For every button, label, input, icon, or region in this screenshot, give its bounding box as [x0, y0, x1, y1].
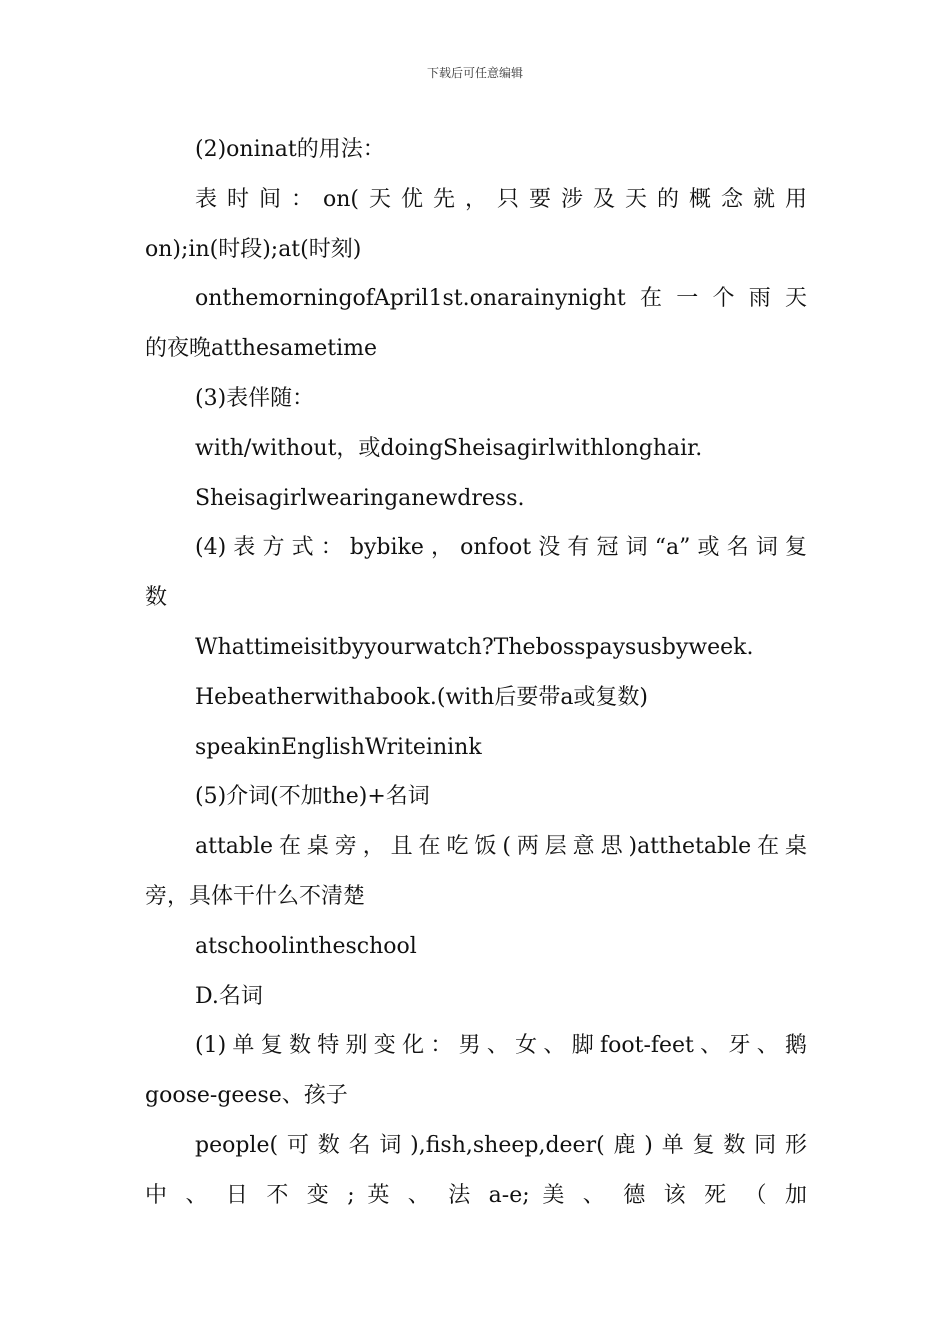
text-line: people(可数名词),fish,sheep,deer(鹿)单复数同形	[195, 1132, 807, 1158]
text-line: (4)表方式：bybike，onfoot没有冠词“a”或名词复	[195, 535, 807, 561]
text-line: attable在桌旁，且在吃饭(两层意思)atthetable在桌	[195, 834, 807, 860]
text-line: (5)介词(不加the)+名词	[195, 784, 430, 810]
text-line: atschoolintheschool	[195, 933, 417, 959]
text-line: (2)oninat的用法：	[195, 137, 385, 162]
text-line: D.名词	[195, 983, 263, 1009]
document-body	[145, 125, 807, 1221]
text-line: (1)单复数特别变化：男、女、脚foot-feet、牙、鹅	[195, 1033, 807, 1059]
text-line: Sheisagirlwearinganewdress.	[195, 485, 525, 511]
text-line: 表时间：on(天优先，只要涉及天的概念就用	[195, 186, 807, 212]
text-line: goose-geese、孩子	[145, 1083, 348, 1109]
text-line: on);in(时段);at(时刻)	[145, 236, 362, 262]
text-line: (3)表伴随：	[195, 385, 315, 411]
text-line: with/without，或doingSheisagirlwithlonghair.	[195, 435, 703, 461]
text-line: Whattimeisitbyyourwatch?Thebosspaysusbyweek.	[195, 634, 754, 660]
text-line: 旁，具体干什么不清楚	[145, 883, 366, 909]
text-line: 的夜晚atthesametime	[145, 336, 378, 362]
text-line: Hebeatherwithabook.(with后要带a或复数)	[195, 684, 649, 710]
text-line: 数	[145, 585, 168, 611]
text-line: speakinEnglishWriteinink	[195, 734, 482, 760]
page-header: 下载后可任意编辑	[426, 66, 523, 80]
text-line: 中 、 日 不 变 ; 英 、 法 a-e; 美 、 德 该 死 （ 加	[145, 1182, 807, 1208]
text-line: onthemorningofApril1st.onarainynight在一个雨天	[195, 286, 807, 312]
